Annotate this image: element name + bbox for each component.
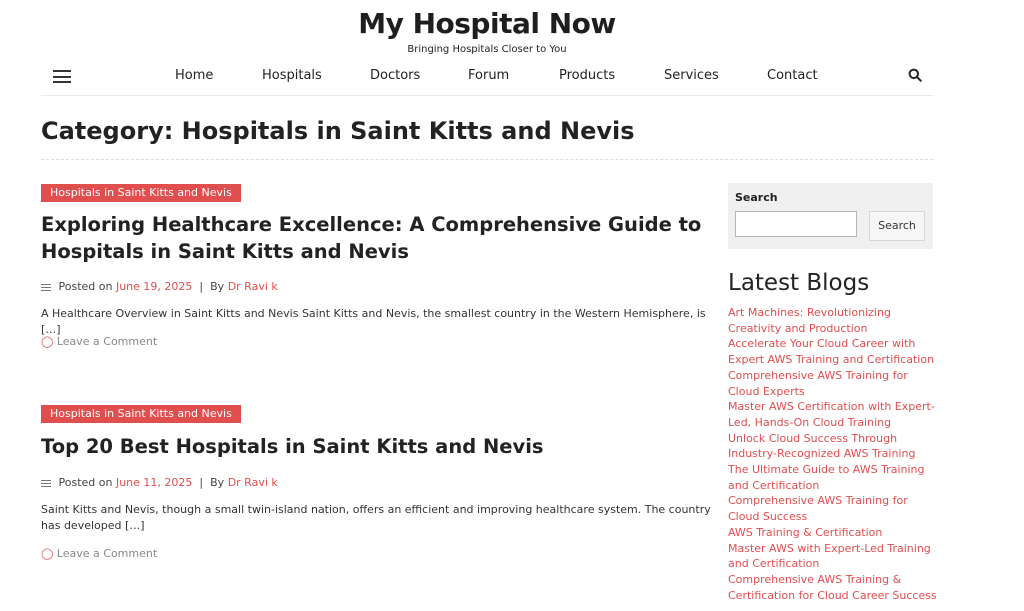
post-excerpt: Saint Kitts and Nevis, though a small twin-island nation, offers an efficient and improving healthcare system. The country has developed […]	[41, 503, 711, 532]
site-tagline: Bringing Hospitals Closer to You	[407, 44, 567, 55]
leave-comment-link[interactable]	[41, 335, 157, 348]
post-meta	[41, 280, 278, 293]
leave-comment-label[interactable]: Leave a Comment	[56, 335, 158, 348]
latest-blog-link[interactable]: AWS Training & Certification	[728, 525, 883, 539]
latest-blog-link[interactable]: Art Machines: Revolutionizing Creativity and Production	[728, 306, 891, 335]
by-label: By	[210, 280, 225, 293]
nav-item-products[interactable]: Products	[559, 68, 616, 83]
leave-comment-label[interactable]: Leave a Comment	[56, 547, 158, 560]
latest-blogs-heading: Latest Blogs	[728, 270, 870, 296]
post-category-badge[interactable]: Hospitals in Saint Kitts and Nevis	[41, 184, 241, 202]
divider	[41, 159, 933, 160]
hamburger-menu-icon[interactable]	[53, 70, 71, 83]
latest-blog-link[interactable]: Comprehensive AWS Training for Cloud Experts	[728, 368, 908, 398]
latest-blog-link[interactable]: Accelerate Your Cloud Career with Expert AWS Training and Certification	[728, 337, 935, 367]
sidebar-search-widget	[728, 183, 933, 249]
latest-blog-link[interactable]: Master AWS with Expert-Led Training and Certification	[728, 541, 931, 571]
post-date-link[interactable]: June 19, 2025	[115, 280, 193, 293]
post-title[interactable]: Top 20 Best Hospitals in Saint Kitts and Nevis	[41, 435, 544, 458]
nav-item-contact[interactable]: Contact	[767, 68, 818, 83]
nav-item-hospitals[interactable]: Hospitals	[262, 68, 322, 83]
nav-item-forum[interactable]: Forum	[468, 68, 510, 83]
post-excerpt: A Healthcare Overview in Saint Kitts and Nevis Saint Kitts and Nevis, the smallest country in the Western Hemisphere, is […]	[41, 307, 706, 336]
leave-comment-link[interactable]	[41, 547, 157, 560]
lines-icon	[41, 282, 51, 293]
nav-item-services[interactable]: Services	[664, 68, 719, 83]
lines-icon	[41, 478, 51, 489]
meta-separator: |	[199, 476, 204, 489]
latest-blog-link[interactable]: The Ultimate Guide to AWS Training and Certification	[728, 463, 925, 492]
post-meta	[41, 476, 278, 489]
latest-blog-link[interactable]: Comprehensive AWS Training for Cloud Success	[728, 494, 908, 524]
post-date-link[interactable]: June 11, 2025	[115, 476, 193, 489]
page-title: Category: Hospitals in Saint Kitts and Nevis	[41, 117, 635, 145]
latest-blog-link[interactable]: Unlock Cloud Success Through Industry-Recognized AWS Training	[728, 431, 916, 461]
search-label: Search	[735, 191, 778, 204]
post-title[interactable]: Exploring Healthcare Excellence: A Comprehensive Guide to Hospitals in Saint Kitts and Nevis	[41, 213, 702, 263]
latest-blog-link[interactable]: Comprehensive AWS Training & Certification for Cloud Career Success	[728, 572, 937, 602]
post-author-link[interactable]: Dr Ravi k	[227, 280, 278, 293]
post-category-badge[interactable]: Hospitals in Saint Kitts and Nevis	[41, 405, 241, 423]
site-title[interactable]: My Hospital Now	[358, 7, 616, 40]
comment-bubble-icon: ◯	[41, 335, 54, 348]
main-navigation	[41, 62, 933, 96]
nav-item-home[interactable]: Home	[175, 68, 214, 83]
post-author-link[interactable]: Dr Ravi k	[227, 476, 278, 489]
search-input[interactable]	[735, 211, 857, 237]
nav-item-doctors[interactable]: Doctors	[370, 68, 421, 83]
comment-bubble-icon: ◯	[41, 547, 54, 560]
latest-blog-link[interactable]: Master AWS Certification with Expert-Led, Hands-On Cloud Training	[728, 400, 935, 429]
posted-label: Posted on	[58, 280, 113, 293]
latest-blogs-list	[728, 305, 938, 603]
meta-separator: |	[199, 280, 204, 293]
search-button[interactable]: Search	[869, 211, 925, 241]
by-label: By	[210, 476, 225, 489]
posted-label: Posted on	[58, 476, 113, 489]
search-icon[interactable]	[908, 68, 922, 82]
